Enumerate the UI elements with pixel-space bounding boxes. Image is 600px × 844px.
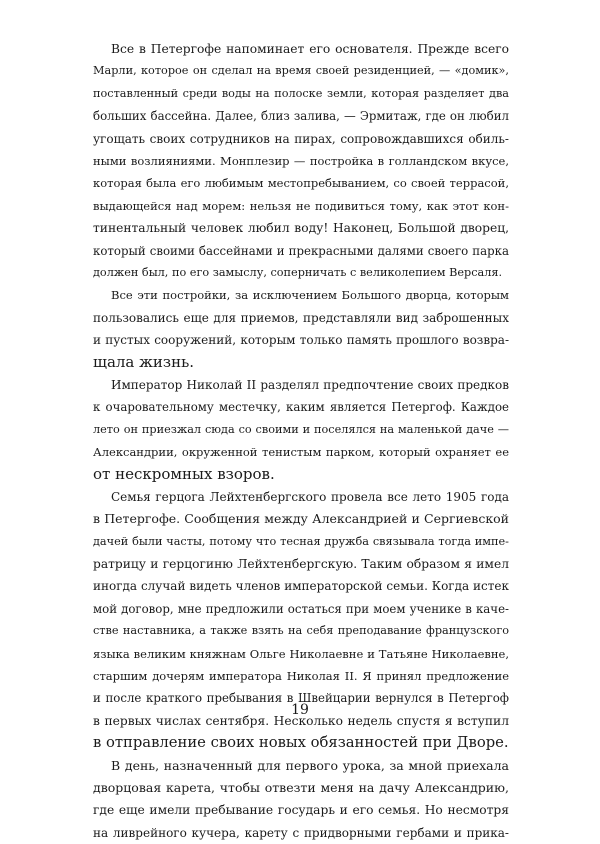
text-line: Семья герцога Лейхтенбергского провела все лето 1905 года	[111, 489, 509, 504]
text-line: дворцовая карета, чтобы отвезти меня на дачу Александрию,	[93, 779, 509, 795]
text-line: Все в Петергофе напоминает его основателя. Прежде всего	[111, 42, 509, 56]
page-number: 19	[291, 702, 309, 718]
text-line: В день, назначенный для первого урока, за мной приехала	[111, 757, 509, 773]
text-line: больших бассейна. Далее, близ залива, — Эрмитаж, где он любил	[93, 109, 509, 124]
text-line: пользовались еще для приемов, представляли вид заброшенных	[93, 310, 509, 325]
text-line: иногда случай видеть членов императорской семьи. Когда истек	[93, 579, 509, 594]
text-line: ратрицу и герцогиню Лейхтенбергскую. Таким образом я имел	[93, 556, 509, 571]
text-line: дачей были часты, потому что тесная дружба связывала тогда импе-	[93, 534, 509, 548]
text-line: стве наставника, а также взять на себя преподавание французского	[93, 624, 509, 638]
text-line: тинентальный человек любил воду! Наконец, Большой дворец,	[93, 221, 509, 236]
text-line: поставленный среди воды на полоске земли, которая разделяет два	[93, 86, 509, 100]
text-line: в Петергофе. Сообщения между Александрией и Сергиевской	[93, 511, 509, 527]
text-line: от нескромных взоров.	[93, 465, 275, 484]
text-line: и после краткого пребывания в Швейцарии вернулся в Петергоф	[93, 691, 509, 706]
text-line: старшим дочерям императора Николая II. Я принял предложение	[93, 668, 509, 683]
text-line: к очаровательному местечку, каким является Петергоф. Каждое	[93, 400, 509, 415]
text-line: которая была его любимым местопребыванием, со своей террасой,	[93, 176, 509, 191]
text-line: который своими бассейнами и прекрасными далями своего парка	[93, 243, 509, 258]
text-line: и пустых сооружений, которым только память прошлого возвра-	[93, 333, 509, 348]
text-line: мой договор, мне предложили остаться при моем ученике в каче-	[93, 601, 509, 616]
body-text	[93, 38, 509, 844]
text-line: Александрии, окруженной тенистым парком, который охраняет ее	[93, 445, 509, 460]
text-line: щала жизнь.	[93, 353, 195, 372]
text-line: Все эти постройки, за исключением Большого дворца, которым	[111, 288, 509, 303]
text-line: Император Николай II разделял предпочтение своих предков	[111, 377, 509, 392]
text-line: Марли, которое он сделал на время своей резиденцией, — «домик»,	[93, 64, 509, 78]
text-line: угощать своих сотрудников на пирах, сопровождавшихся обиль-	[93, 131, 509, 146]
text-line: в отправление своих новых обязанностей при Дворе.	[93, 734, 509, 752]
text-line: выдающейся над морем: нельзя не подивиться тому, как этот кон-	[93, 198, 509, 213]
text-line: на ливрейного кучера, карету с придворными гербами и прика-	[93, 825, 509, 840]
text-line: ными возлияниями. Монплезир — постройка в голландском вкусе,	[93, 153, 509, 168]
text-line: в первых числах сентября. Несколько недель спустя я вступил	[93, 713, 509, 728]
text-line: должен был, по его замыслу, соперничать с великолепием Версаля.	[93, 265, 503, 279]
text-line: где еще имели пребывание государь и его семья. Но несмотря	[93, 803, 509, 818]
text-line: языка великим княжнам Ольге Николаевне и Татьяне Николаевне,	[93, 646, 509, 661]
text-line: лето он приезжал сюда со своими и поселялся на маленькой даче —	[93, 422, 509, 436]
